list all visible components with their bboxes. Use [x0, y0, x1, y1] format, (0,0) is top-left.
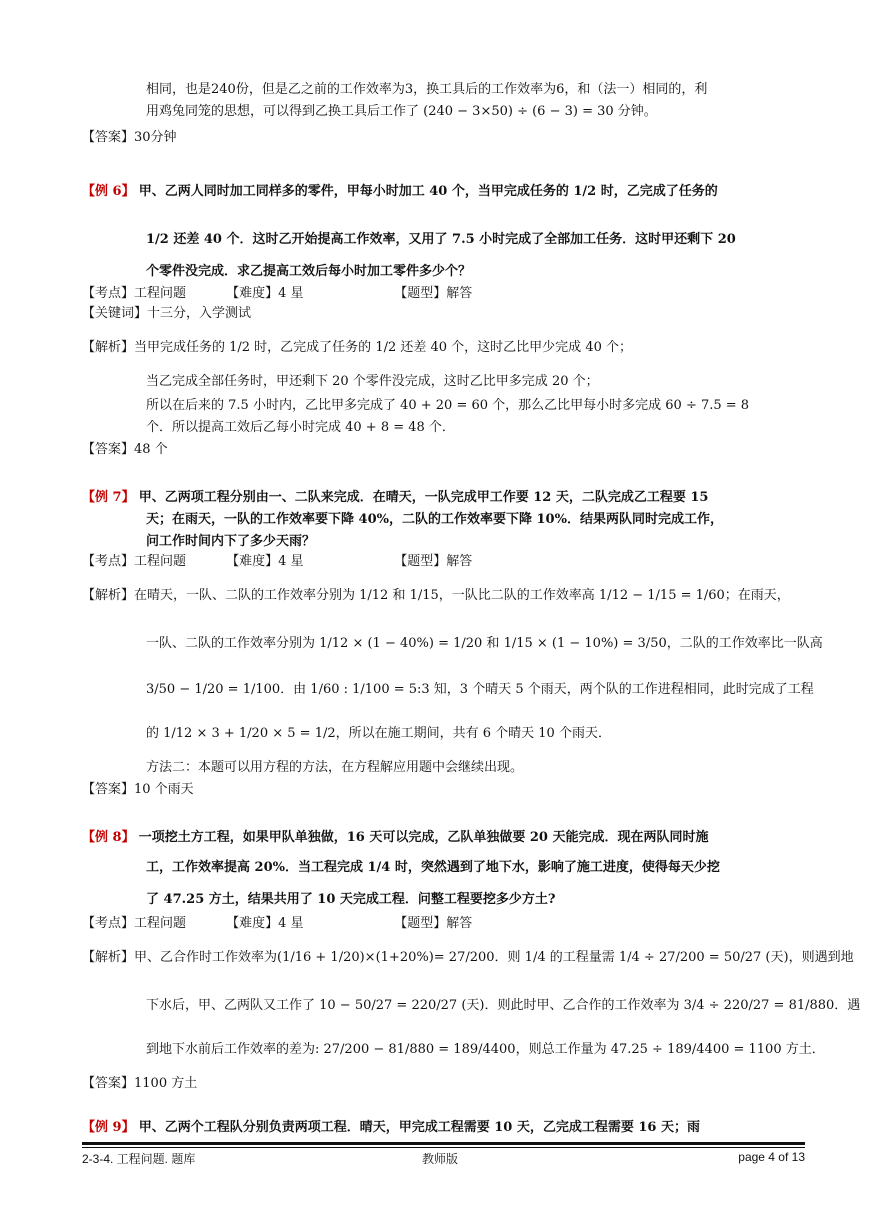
ex8-q2: 工，工作效率提高 20%．当工程完成 1/4 时，突然遇到了地下水，影响了施工进度，使得每天少挖 [146, 860, 720, 875]
ex9-question-line-1 [82, 1118, 805, 1138]
ex7-label: 【例 7】 [82, 490, 135, 505]
ex6-meta [82, 284, 805, 304]
footer-page-number: page 4 of 13 [738, 1150, 805, 1164]
ex9-q1: 甲、乙两个工程队分别负责两项工程．晴天，甲完成工程需要 10 天，乙完成工程需要 16 天；雨 [138, 1120, 701, 1135]
footer-rule-thick [82, 1142, 805, 1145]
ex7-solution-2: 一队、二队的工作效率分别为 1/12 × (1 − 40%) = 1/20 和 1/15 × (1 − 10%) = 3/50，二队的工作效率比一队高 [146, 636, 823, 651]
ex8-answer: 【答案】1100 方土 [82, 1076, 198, 1091]
nandu: 【难度】4 星 [226, 286, 304, 301]
ex7-question-line-1 [82, 488, 805, 508]
ex8-q3: 了 47.25 方土，结果共用了 10 天完成工程．问整工程要挖多少方土? [146, 892, 556, 907]
ex7-answer: 【答案】10 个雨天 [82, 782, 194, 797]
ex6-answer: 【答案】48 个 [82, 442, 168, 457]
ex8-solution-1: 【解析】甲、乙合作时工作效率为(1/16 + 1/20)×(1+20%)= 27/200．则 1/4 的工程量需 1/4 ÷ 27/200 = 50/27 (天)，则遇到地 [82, 950, 854, 965]
ex6-keywords: 【关键词】十三分，入学测试 [82, 306, 252, 321]
top-line-1: 相同，也是240份，但是乙之前的工作效率为3，换工具后的工作效率为6，和（法一）相同的，利 [146, 82, 708, 97]
ex6-solution-3: 所以在后来的 7.5 小时内，乙比甲多完成了 40 + 20 = 60 个，那么乙比甲每小时多完成 60 ÷ 7.5 = 8 [146, 398, 750, 413]
page-footer [82, 1150, 805, 1166]
ex6-solution-4: 个．所以提高工效后乙每小时完成 40 + 8 = 48 个． [146, 420, 455, 435]
ex8-solution-3: 到地下水前后工作效率的差为: 27/200 − 81/880 = 189/4400，则总工作量为 47.25 ÷ 189/4400 = 1100 方土． [146, 1042, 825, 1057]
tixing: 【题型】解答 [394, 286, 473, 301]
ex7-solution-3: 3/50 − 1/20 = 1/100．由 1/60 : 1/100 = 5:3 知，3 个晴天 5 个雨天，两个队的工作进程相同，此时完成了工程 [146, 682, 814, 697]
ex8-meta [82, 914, 805, 934]
footer-left: 2-3-4. 工程问题. 题库 [82, 1152, 196, 1166]
ex8-solution-2: 下水后，甲、乙两队又工作了 10 − 50/27 = 220/27 (天)．则此时甲、乙合作的工作效率为 3/4 ÷ 220/27 = 81/880．遇 [146, 998, 861, 1013]
kaodian: 【考点】工程问题 [82, 916, 187, 931]
nandu: 【难度】4 星 [226, 554, 304, 569]
ex6-q3: 个零件没完成．求乙提高工效后每小时加工零件多少个？ [146, 264, 472, 279]
top-answer [82, 128, 805, 148]
answer-label: 【答案】 [82, 130, 135, 145]
footer-rule-thin [82, 1147, 805, 1148]
ex8-question-line-1 [82, 828, 805, 848]
ex7-q1: 甲、乙两项工程分别由一、二队来完成．在晴天，一队完成甲工作要 12 天，二队完成乙工程要 15 [138, 490, 709, 505]
footer-center: 教师版 [422, 1152, 459, 1166]
ex7-q2: 天；在雨天，一队的工作效率要下降 40%，二队的工作效率要下降 10%．结果两队同时完成工作， [146, 512, 723, 527]
ex7-solution-4: 的 1/12 × 3 + 1/20 × 5 = 1/2，所以在施工期间，共有 6 个晴天 10 个雨天． [146, 726, 611, 741]
ex6-solution-2: 当乙完成全部任务时，甲还剩下 20 个零件没完成，这时乙比甲多完成 20 个； [146, 374, 599, 389]
answer-text: 30分钟 [134, 130, 177, 145]
ex7-solution-1: 【解析】在晴天，一队、二队的工作效率分别为 1/12 和 1/15，一队比二队的工作效率高 1/12 − 1/15 = 1/60；在雨天， [82, 588, 790, 603]
ex6-solution-1: 【解析】当甲完成任务的 1/2 时，乙完成了任务的 1/2 还差 40 个，这时乙比甲少完成 40 个； [82, 340, 632, 355]
tixing: 【题型】解答 [394, 554, 473, 569]
ex6-q2: 1/2 还差 40 个．这时乙开始提高工作效率，又用了 7.5 小时完成了全部加工任务．这时甲还剩下 20 [146, 232, 736, 247]
kaodian: 【考点】工程问题 [82, 286, 187, 301]
kaodian: 【考点】工程问题 [82, 554, 187, 569]
nandu: 【难度】4 星 [226, 916, 304, 931]
top-line-2: 用鸡兔同笼的思想，可以得到乙换工具后工作了 (240 − 3×50) ÷ (6 − 3) = 30 分钟。 [146, 104, 657, 119]
ex7-meta [82, 552, 805, 572]
ex8-q1: 一项挖土方工程，如果甲队单独做，16 天可以完成，乙队单独做要 20 天能完成．现在两队同时施 [138, 830, 709, 845]
ex7-solution-5: 方法二：本题可以用方程的方法，在方程解应用题中会继续出现。 [146, 760, 524, 775]
ex6-q1: 甲、乙两人同时加工同样多的零件，甲每小时加工 40 个，当甲完成任务的 1/2 时，乙完成了任务的 [138, 184, 718, 199]
tixing: 【题型】解答 [394, 916, 473, 931]
ex8-label: 【例 8】 [82, 830, 135, 845]
ex6-question-line-1 [82, 182, 805, 202]
ex9-label: 【例 9】 [82, 1120, 135, 1135]
ex7-q3: 问工作时间内下了多少天雨？ [146, 534, 316, 549]
ex6-label: 【例 6】 [82, 184, 135, 199]
